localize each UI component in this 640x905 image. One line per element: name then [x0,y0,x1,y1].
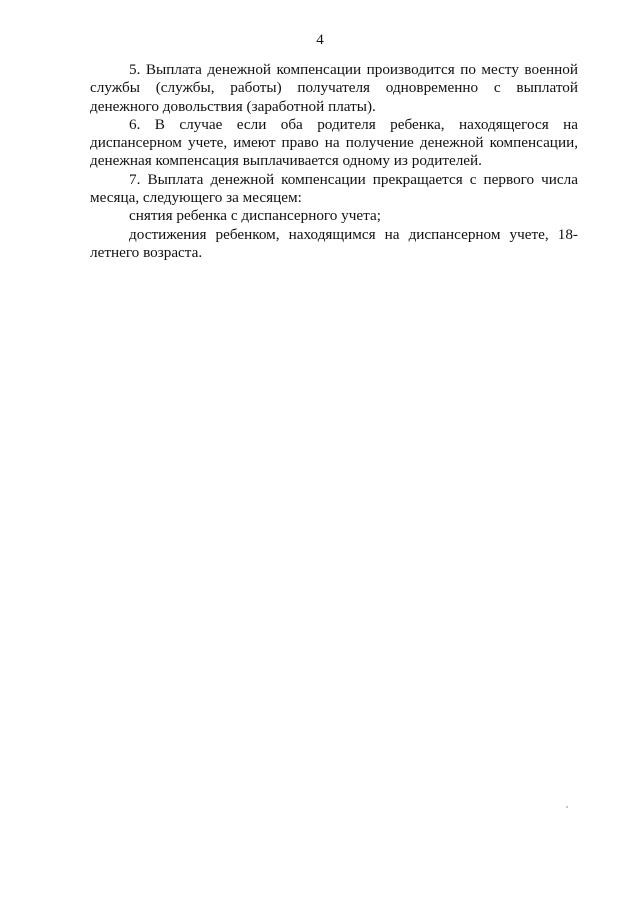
scan-speck [566,806,568,808]
paragraph-subitem-age: достижения ребенком, находящимся на диспансерном учете, 18-летнего возраста. [90,225,578,261]
paragraph-item-5: 5. Выплата денежной компенсации производится по месту военной службы (службы, работы) получателя одновременно с выплатой денежного довольствия (заработной платы). [90,61,578,115]
document-body [90,61,578,262]
page-number: 4 [316,32,324,48]
paragraph-subitem-removal: снятия ребенка с диспансерного учета; [129,207,381,225]
paragraph-item-7: 7. Выплата денежной компенсации прекращается с первого числа месяца, следующего за месяцем: [90,170,578,207]
paragraph-item-6: 6. В случае если оба родителя ребенка, находящегося на диспансерном учете, имеют право на получение денежной компенсации, денежная компенсация выплачивается одному из родителей. [90,115,578,170]
